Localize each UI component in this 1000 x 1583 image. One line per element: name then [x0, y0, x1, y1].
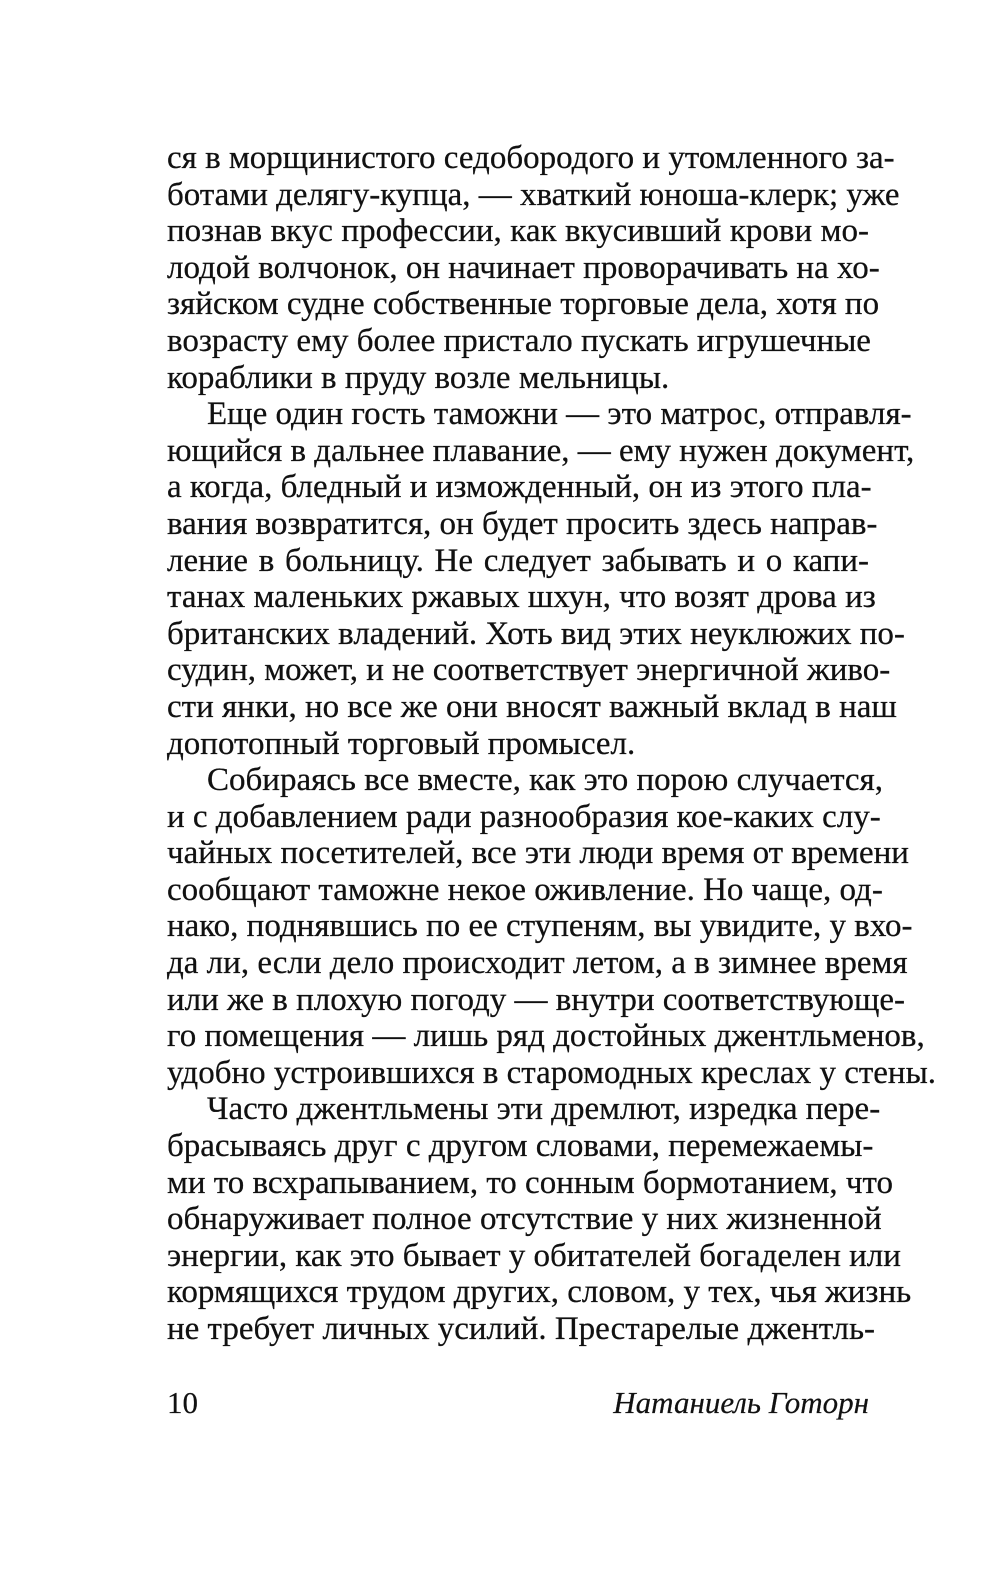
text-line: танах маленьких ржавых шхун, что возят дрова из [167, 579, 876, 616]
text-line: и с добавлением ради разнообразия кое-каких слу- [167, 798, 881, 835]
text-line: лодой волчонок, он начинает проворачивать на хо- [167, 249, 880, 286]
text-line: нако, поднявшись по ее ступеням, вы увидите, у вхо- [167, 908, 913, 945]
text-line: зяйском судне собственные торговые дела, хотя по [167, 286, 880, 323]
text-line: энергии, как это бывает у обитателей богаделен или [167, 1237, 901, 1274]
text-line: британских владений. Хоть вид этих неуклюжих по- [167, 615, 905, 652]
text-line: или же в плохую погоду — внутри соответствующе- [167, 981, 905, 1018]
page-number: 10 [167, 1385, 198, 1420]
running-footer-author: Натаниель Готорн [613, 1385, 869, 1420]
page-footer [167, 1385, 869, 1421]
text-line: ботами делягу-купца, — хваткий юноша-клерк; уже [167, 176, 900, 213]
text-line: допотопный торговый промысел. [167, 725, 636, 762]
text-line: сообщают таможне некое оживление. Но чаще, од- [167, 871, 883, 908]
text-line: возрасту ему более пристало пускать игрушечные [167, 322, 871, 359]
text-line: ми то всхрапыванием, то сонным бормотанием, что [167, 1164, 893, 1201]
text-line: обнаруживает полное отсутствие у них жизненной [167, 1201, 882, 1238]
text-line: Часто джентльмены эти дремлют, изредка пере- [207, 1091, 881, 1128]
text-line: кормящихся трудом других, словом, у тех, чья жизнь [167, 1274, 912, 1311]
text-line: не требует личных усилий. Престарелые джентль- [167, 1311, 876, 1347]
text-line: удобно устроившихся в старомодных креслах у стены. [167, 1054, 937, 1091]
text-line: ление в больницу. Не следует забывать и о капи- [167, 542, 869, 579]
text-line: Еще один гость таможни — это матрос, отправля- [207, 396, 912, 433]
text-line: сти янки, но все же они вносят важный вклад в наш [167, 688, 897, 725]
text-line: а когда, бледный и изможденный, он из этого пла- [167, 469, 872, 506]
text-line: ся в морщинистого седобородого и утомленного за- [167, 140, 895, 176]
text-line: ющийся в дальнее плавание, — ему нужен документ, [167, 432, 915, 469]
page-body-text [167, 140, 937, 1348]
text-line: судин, может, и не соответствует энергичной живо- [167, 652, 891, 689]
text-line: чайных посетителей, все эти люди время от времени [167, 835, 909, 872]
text-line: го помещения — лишь ряд достойных джентльменов, [167, 1018, 925, 1055]
text-line: познав вкус профессии, как вкусивший крови мо- [167, 213, 869, 250]
text-line: Собираясь все вместе, как это порою случается, [207, 762, 883, 799]
text-line: да ли, если дело происходит летом, а в зимнее время [167, 945, 908, 982]
text-line: вания возвратится, он будет просить здесь направ- [167, 505, 878, 542]
text-line: кораблики в пруду возле мельницы. [167, 359, 670, 396]
text-line: брасываясь друг с другом словами, перемежаемы- [167, 1128, 874, 1165]
